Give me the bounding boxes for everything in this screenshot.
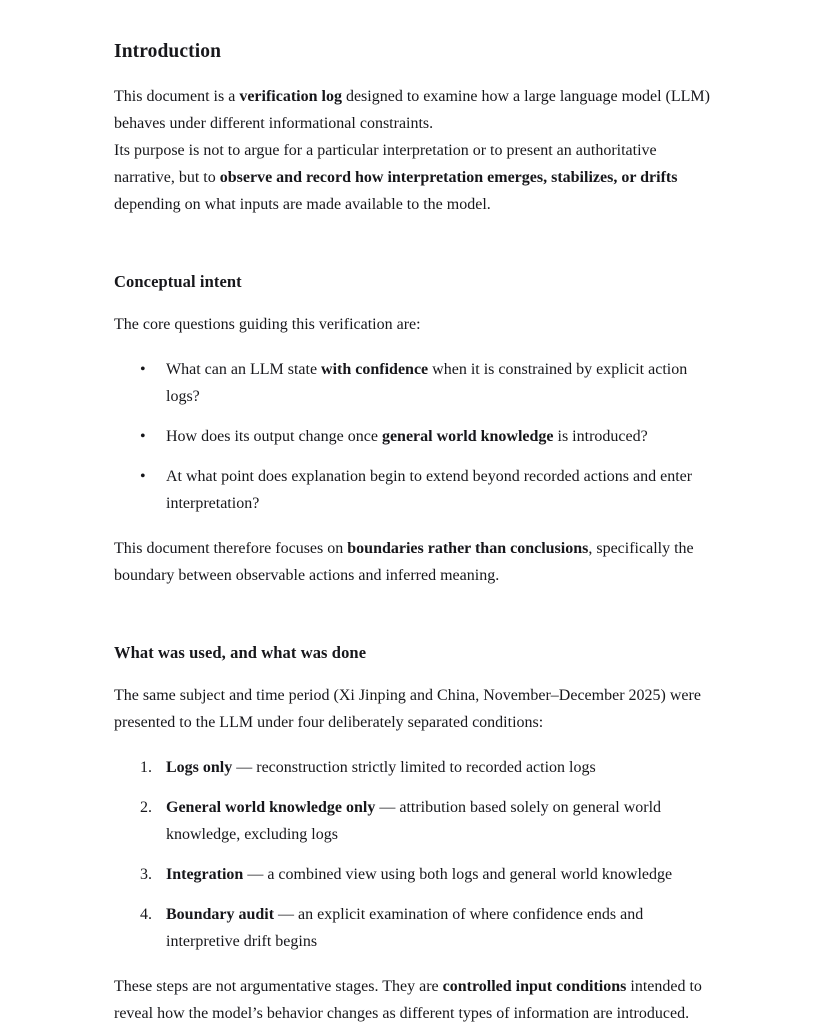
page-title: Introduction: [114, 41, 222, 62]
numbered-list: [114, 754, 720, 955]
section-heading: What was used, and what was done: [114, 643, 367, 662]
list-item: [114, 794, 720, 848]
bullet-marker-icon: •: [140, 361, 146, 378]
list-item-text: What can an LLM state with confidence when it is constrained by explicit action logs?: [166, 361, 688, 405]
list-item: [114, 463, 720, 517]
list-item: [114, 423, 720, 450]
paragraph: This document is a verification log designed to examine how a large language model (LLM) behaves under different informational constraints.: [114, 88, 710, 132]
bullet-marker-icon: •: [140, 468, 146, 485]
section-conceptual-intent: [114, 268, 720, 589]
list-number: 4.: [140, 906, 152, 923]
paragraph: The core questions guiding this verification are:: [114, 316, 421, 333]
paragraph: The same subject and time period (Xi Jinping and China, November–December 2025) were presented to the LLM under four deliberately separated conditions:: [114, 687, 701, 731]
section-spacer: [114, 218, 720, 268]
list-item-text: Boundary audit — an explicit examination of where confidence ends and interpretive drift begins: [166, 906, 644, 950]
section-what-was-used: [114, 639, 720, 1027]
section-heading: Conceptual intent: [114, 272, 242, 291]
list-item-text: Integration — a combined view using both logs and general world knowledge: [166, 866, 673, 883]
intro-paragraphs: [114, 83, 720, 218]
bullet-list: [114, 356, 720, 517]
list-number: 1.: [140, 759, 152, 776]
bullet-marker-icon: •: [140, 428, 146, 445]
list-item-text: Logs only — reconstruction strictly limited to recorded action logs: [166, 759, 596, 776]
list-number: 3.: [140, 866, 152, 883]
list-item-text: General world knowledge only — attribution based solely on general world knowledge, excluding logs: [166, 799, 662, 843]
document-content: [114, 38, 720, 1027]
list-item: [114, 356, 720, 410]
paragraph: Its purpose is not to argue for a particular interpretation or to present an authoritative narrative, but to observe and record how interpretation emerges, stabilizes, or drifts depending on what inputs are made available to the model.: [114, 142, 678, 213]
section-spacer: [114, 589, 720, 639]
list-item: [114, 861, 720, 888]
list-number: 2.: [140, 799, 152, 816]
paragraph: This document therefore focuses on boundaries rather than conclusions, specifically the boundary between observable actions and inferred meaning.: [114, 540, 694, 584]
paragraph: These steps are not argumentative stages. They are controlled input conditions intended to reveal how the model’s behavior changes as different types of information are introduced.: [114, 978, 702, 1022]
list-item: [114, 754, 720, 781]
list-item-text: How does its output change once general world knowledge is introduced?: [166, 428, 648, 445]
list-item: [114, 901, 720, 955]
list-item-text: At what point does explanation begin to extend beyond recorded actions and enter interpretation?: [166, 468, 693, 512]
